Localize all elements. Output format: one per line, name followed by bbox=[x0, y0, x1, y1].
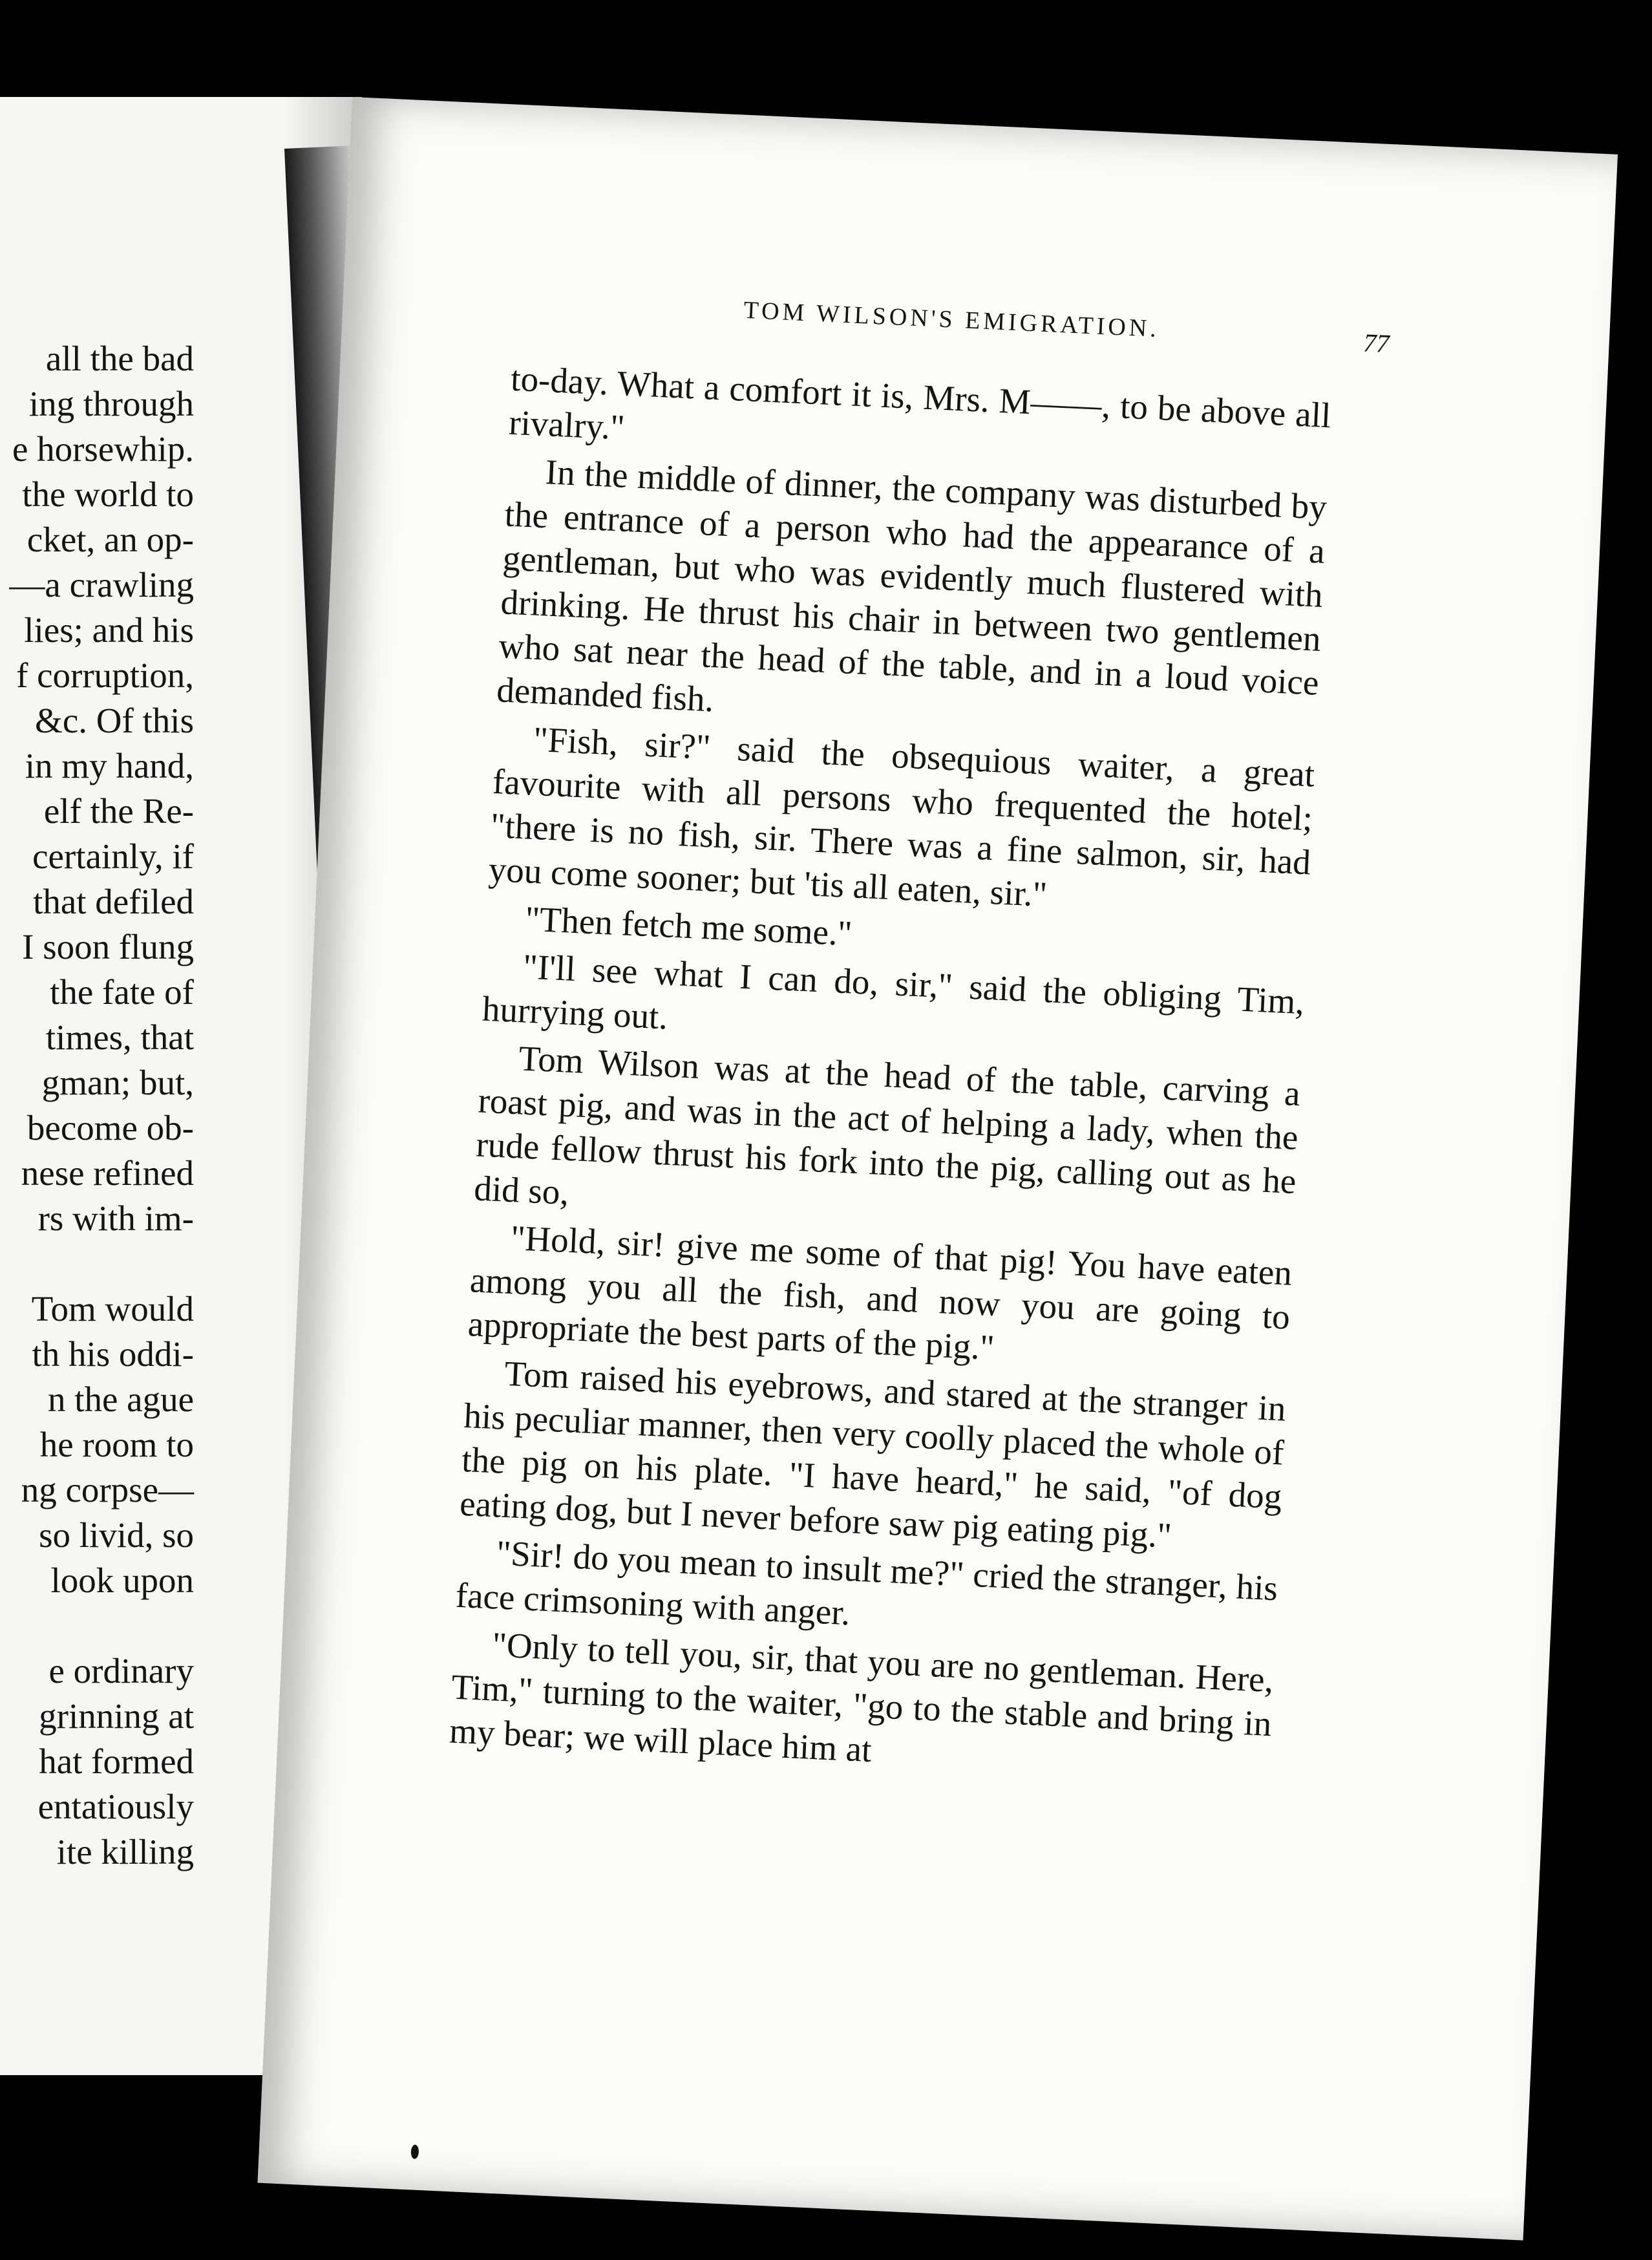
paragraph: In the middle of dinner, the company was disturbed by the entrance of a person who had the appearance of a gentleman, but who was evidently much flustered with drinking. He thrust his chair in between two gentlemen who sat near the head of the table, and in a loud voice demanded fish. bbox=[496, 452, 1328, 720]
ink-speck bbox=[410, 2144, 419, 2159]
left-page-line: he room to bbox=[39, 1425, 194, 1464]
left-page-line: so livid, so bbox=[39, 1515, 194, 1555]
left-page-line: &c. Of this bbox=[35, 701, 194, 740]
left-page-line: certainly, if bbox=[32, 837, 194, 876]
paragraph: "I'll see what I can do, sir," said the obliging Tim, hurrying out. bbox=[481, 946, 1306, 1037]
left-page-line: hat formed bbox=[39, 1742, 194, 1781]
page-body bbox=[449, 357, 1332, 1794]
paragraph: to-day. What a comfort it is, Mrs. M——, to be above all rivalry." bbox=[508, 358, 1332, 447]
left-page-line: in my hand, bbox=[25, 746, 194, 785]
left-page-line: become ob- bbox=[26, 1108, 194, 1147]
page-number: 77 bbox=[1362, 328, 1390, 359]
left-page-line: entatiously bbox=[37, 1787, 194, 1826]
left-page-line: look upon bbox=[50, 1561, 194, 1600]
left-page-line: all the bad bbox=[45, 339, 194, 378]
left-page-line: times, that bbox=[45, 1018, 194, 1057]
left-page-line: n the ague bbox=[47, 1380, 194, 1419]
paragraph: "Fish, sir?" said the obsequious waiter, a great favourite with all persons who frequented the hotel; "there is no fish, sir. There was a fine salmon, sir, had you come sooner; but 'tis all eaten, sir." bbox=[487, 719, 1316, 915]
left-page-line: gman; but, bbox=[41, 1063, 194, 1102]
paragraph: "Sir! do you mean to insult me?" cried the stranger, his face crimsoning with anger. bbox=[454, 1533, 1279, 1633]
right-page bbox=[257, 97, 1618, 2241]
left-page-line: the world to bbox=[22, 474, 194, 514]
paragraph: "Only to tell you, sir, that you are no gentleman. Here, Tim," turning to the waiter, "go to the stable and bring in my bear; we will place him at bbox=[449, 1625, 1275, 1770]
left-page-line: e ordinary bbox=[48, 1651, 194, 1690]
left-page-line: lies; and his bbox=[24, 610, 194, 650]
left-page-line: th his oddi- bbox=[32, 1334, 194, 1374]
left-page-line: rs with im- bbox=[37, 1199, 194, 1238]
left-page-line: that defiled bbox=[33, 882, 194, 921]
left-page-line: —a crawling bbox=[9, 565, 194, 604]
left-page-line: ite killing bbox=[56, 1832, 194, 1871]
left-page-line: grinning at bbox=[39, 1696, 194, 1736]
left-page-line: Tom would bbox=[31, 1289, 194, 1328]
left-page-line: f corruption, bbox=[16, 656, 194, 695]
left-page-line: elf the Re- bbox=[43, 791, 194, 831]
running-head: TOM WILSON'S EMIGRATION. bbox=[743, 296, 1160, 343]
paragraph: Tom Wilson was at the head of the table, carving a roast pig, and was in the act of helping a lady, when the rude fellow thrust his fork into the pig, calling out as he did so, bbox=[473, 1038, 1301, 1212]
paragraph: "Hold, sir! give me some of that pig! You have eaten among you all the fish, and now you are going to appropriate the best parts of the pig." bbox=[467, 1217, 1293, 1368]
left-page-line: the fate of bbox=[50, 972, 194, 1012]
left-page-line: ng corpse— bbox=[21, 1470, 194, 1509]
left-page-line: I soon flung bbox=[22, 927, 194, 966]
paragraph: Tom raised his eyebrows, and stared at the stranger in his peculiar manner, then very coolly placed the whole of the pig on his plate. "I have heard," he said, "of dog eating dog, but I never before saw pig eating pig." bbox=[459, 1353, 1287, 1555]
paragraph: "Then fetch me some." bbox=[524, 899, 853, 954]
left-page-line: nese refined bbox=[21, 1153, 194, 1193]
left-page-line: e horsewhip. bbox=[12, 429, 194, 469]
left-page-line: ing through bbox=[28, 384, 194, 423]
left-page-line: cket, an op- bbox=[26, 520, 194, 559]
